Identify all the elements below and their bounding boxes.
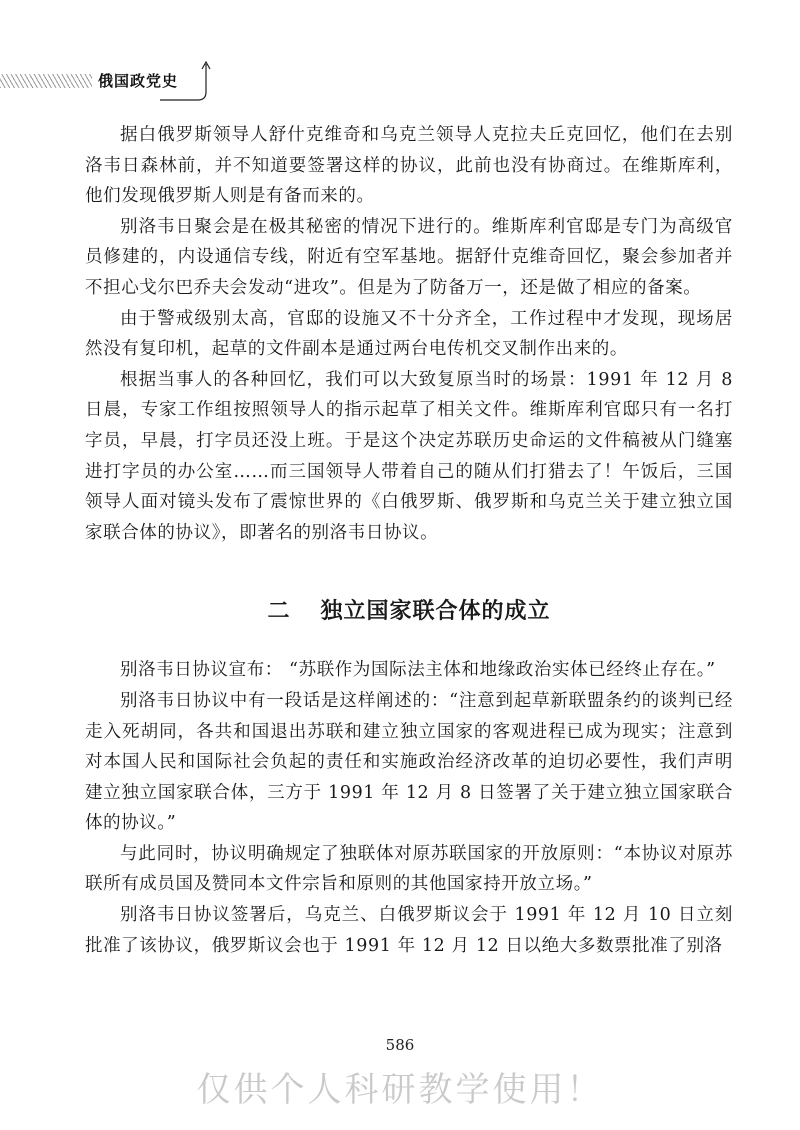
header-decoration <box>0 74 92 88</box>
paragraph: 别洛韦日协议签署后，乌克兰、白俄罗斯议会于 1991 年 12 月 10 日立刻批准了该协议，俄罗斯议会也于 1991 年 12 月 12 日以绝大多数票批准了别洛 <box>85 905 733 956</box>
paragraph: 据白俄罗斯领导人舒什克维奇和乌克兰领导人克拉夫丘克回忆，他们在去别洛韦日森林前，并不知道要签署这样的协议，此前也没有协商过。在维斯库利，他们发现俄罗斯人则是有备而来的。 <box>85 125 733 207</box>
section-title: 独立国家联合体的成立 <box>320 599 551 625</box>
watermark: 仅供个人科研教学使用！ <box>196 1070 604 1110</box>
paragraph: 别洛韦日聚会是在极其秘密的情况下进行的。维斯库利官邸是专门为高级官员修建的，内设通信专线，附近有空军基地。据舒什克维奇回忆，聚会参加者并不担心戈尔巴乔夫会发动“进攻”。但是为了防备万一，还是做了相应的备案。 <box>85 216 733 298</box>
running-header <box>0 60 230 102</box>
paragraph: 根据当事人的各种回忆，我们可以大致复原当时的场景：1991 年 12 月 8 日晨，专家工作组按照领导人的指示起草了相关文件。维斯库利官邸只有一名打字员，早晨，打字员还没上班。于是这个决定苏联历史命运的文件稿被从门缝塞进打字员的办公室……而三国领导人带着自己的随从们打猎去了！午饭后，三国领导人面对镜头发布了震惊世界的《白俄罗斯、俄罗斯和乌克兰关于建立独立国家联合体的协议》，即著名的别洛韦日协议。 <box>85 369 733 543</box>
paragraph: 别洛韦日协议中有一段话是这样阐述的：“注意到起草新联盟条约的谈判已经走入死胡同，各共和国退出苏联和建立独立国家的客观进程已成为现实；注意到对本国人民和国际社会负起的责任和实施政治经济改革的迫切必要性，我们声明建立独立国家联合体，三方于 1991 年 12 月 8 日签署了关于建立独立国家联合体的协议。” <box>85 690 733 834</box>
paragraph: 与此同时，协议明确规定了独联体对原苏联国家的开放原则：“本协议对原苏联所有成员国及赞同本文件宗旨和原则的其他国家持开放立场。” <box>85 843 733 895</box>
up-arrow-icon <box>160 60 220 102</box>
paragraph: 别洛韦日协议宣布： “苏联作为国际法主体和地缘政治实体已经终止存在。” <box>120 660 716 681</box>
header-title: 俄国政党史 <box>98 72 179 90</box>
section-heading <box>85 594 733 625</box>
paragraph: 由于警戒级别太高，官邸的设施又不十分齐全，工作过程中才发现，现场居然没有复印机，起草的文件副本是通过两台电传机交叉制作出来的。 <box>85 308 733 360</box>
page-body <box>85 120 733 961</box>
section-number: 二 <box>267 599 291 625</box>
page-number: 586 <box>385 1036 415 1054</box>
